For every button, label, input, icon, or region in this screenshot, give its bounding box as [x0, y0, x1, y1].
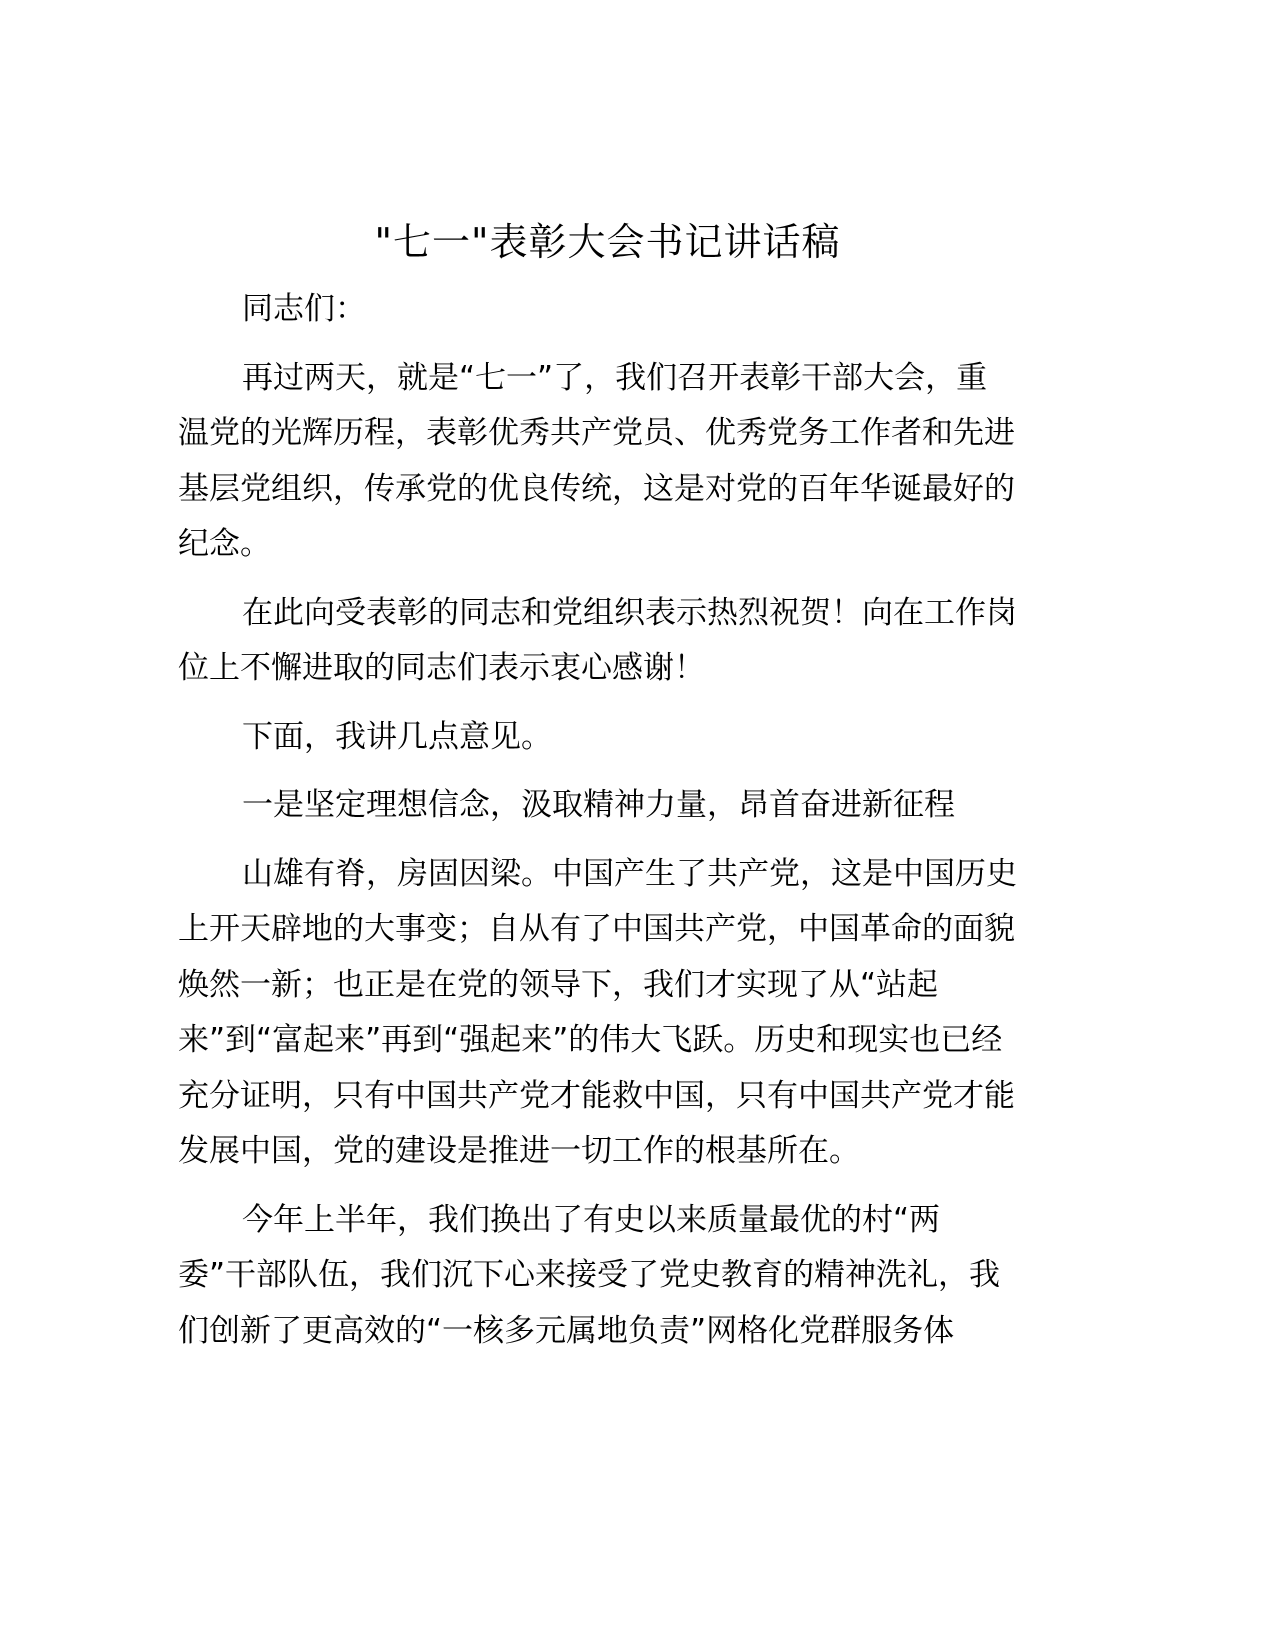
text-line: 上开天辟地的大事变；自从有了中国共产党，中国革命的面貌	[178, 911, 1015, 947]
paragraph-history	[178, 847, 1038, 1180]
text-line: 焕然一新；也正是在党的领导下，我们才实现了从“站起	[178, 966, 939, 1003]
text-line: 今年上半年，我们换出了有史以来质量最优的村“两	[242, 1201, 941, 1238]
text-line: 委”干部队伍，我们沉下心来接受了党史教育的精神洗礼，我	[178, 1257, 1001, 1293]
text-line: 同志们：	[242, 291, 366, 327]
text-line: 位上不懈进取的同志们表示衷心感谢！	[178, 650, 705, 686]
document-title: "七一"表彰大会书记讲话稿	[374, 220, 841, 264]
document-body	[178, 282, 1038, 1359]
text-line: 温党的光辉历程，表彰优秀共产党员、优秀党务工作者和先进	[178, 415, 1015, 451]
text-line: 充分证明，只有中国共产党才能救中国，只有中国共产党才能	[178, 1077, 1015, 1114]
text-line: 下面，我讲几点意见。	[242, 718, 552, 755]
paragraph-achievements	[178, 1193, 1038, 1360]
text-line: 来”到“富起来”再到“强起来”的伟大飞跃。历史和现实也已经	[178, 1022, 1003, 1058]
paragraph-intro-points	[178, 710, 1038, 766]
paragraph-opening	[178, 351, 1038, 573]
text-line: 再过两天，就是“七一”了，我们召开表彰干部大会，重	[242, 359, 988, 396]
paragraph-congratulations	[178, 586, 1038, 697]
text-line: 基层党组织，传承党的优良传统，这是对党的百年华诞最好的	[178, 470, 1015, 507]
text-line: 在此向受表彰的同志和党组织表示热烈祝贺！向在工作岗	[242, 594, 1017, 631]
paragraph-salutation	[178, 282, 1038, 338]
text-line: 一是坚定理想信念，汲取精神力量，昂首奋进新征程	[242, 787, 955, 823]
section-heading-one	[178, 778, 1038, 834]
text-line: 纪念。	[178, 526, 271, 562]
text-line: 山雄有脊，房固因梁。中国产生了共产党，这是中国历史	[242, 855, 1017, 892]
text-line: 发展中国，党的建设是推进一切工作的根基所在。	[178, 1133, 860, 1169]
text-line: 们创新了更高效的“一核多元属地负责”网格化党群服务体	[178, 1312, 955, 1349]
